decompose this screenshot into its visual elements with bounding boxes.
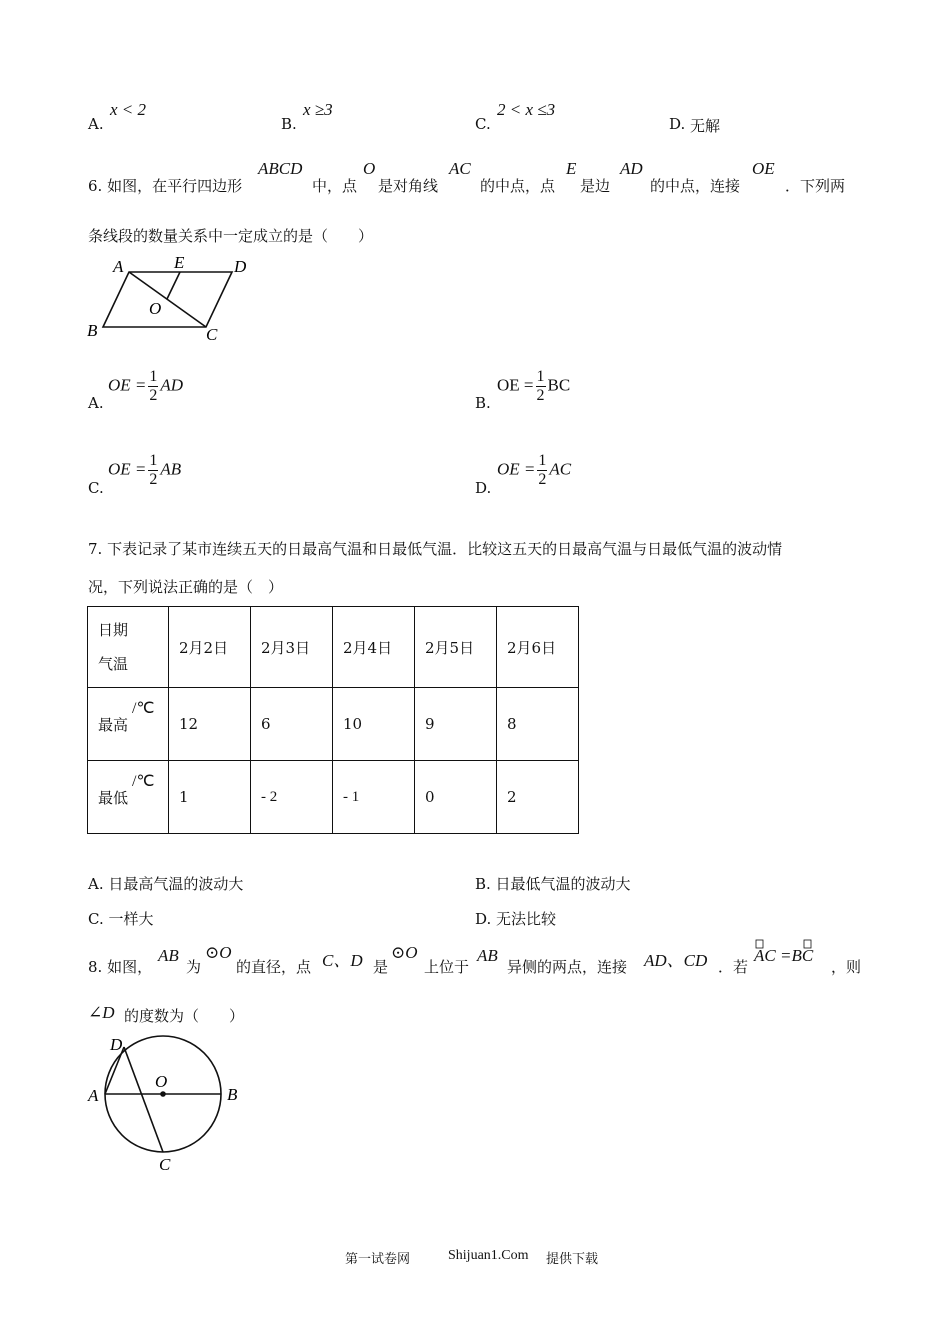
q8-cd: C、D: [322, 951, 363, 970]
q6-stem-part4: 的中点，点: [480, 177, 556, 195]
q8-fig-label-o: O: [155, 1072, 168, 1091]
q7-temperature-table: [87, 606, 579, 834]
q6-o: O: [363, 159, 376, 178]
arc-mark-bc: [804, 940, 811, 948]
arc-mark-ac: [756, 940, 763, 948]
unit-celsius: /℃: [132, 700, 155, 717]
q8-stem-part7: ．若: [718, 958, 749, 976]
q8-fig-label-d: D: [110, 1035, 123, 1054]
table-cell: 12: [169, 688, 251, 761]
q6-diagonal-ac: [129, 272, 206, 327]
table-corner-cell: [88, 607, 169, 688]
q8-angle-d: ∠D: [88, 1003, 115, 1022]
q7-option-b: B. 日最低气温的波动大: [475, 875, 631, 893]
q6-option-d-expr: OE = $\frac{1}{2}$ AC: [497, 452, 572, 488]
q6-stem-line2: 条线段的数量关系中一定成立的是（ ）: [88, 227, 374, 245]
q6-fig-label-a: A: [113, 257, 124, 276]
table-cell: - 1: [333, 761, 415, 834]
date-header-cell: 2月3日: [251, 607, 333, 688]
table-cell: 1: [169, 761, 251, 834]
q6-stem-part2: 中，点: [312, 177, 358, 195]
q8-stem-part6: 异侧的两点，连接: [507, 958, 628, 976]
corner-temp-label: 气温: [98, 655, 129, 673]
table-row: [88, 761, 579, 834]
q5-option-c-label: C.: [475, 115, 491, 133]
q6-fig-label-o: O: [149, 299, 162, 318]
q5-option-b-label: B.: [281, 115, 297, 133]
footer-site-name: 第一试卷网: [345, 1252, 411, 1267]
q6-oe: OE: [752, 159, 775, 178]
q6-option-c-label: C.: [88, 479, 104, 497]
q8-stem-line2: 的度数为（ ）: [124, 1007, 245, 1025]
q6-segment-oe: [167, 272, 180, 299]
q5-option-a-expr: x < 2: [110, 100, 147, 119]
q6-ac: AC: [449, 159, 471, 178]
q7-stem-line1: 7. 下表记录了某市连续五天的日最高气温和日最低气温．比较这五天的日最高气温与日最低气温的波动情: [88, 540, 783, 558]
q5-option-b-expr: x ≥3: [303, 100, 333, 119]
q6-option-a-expr: OE = $\frac{1}{2}$ AD: [108, 368, 184, 404]
q6-abcd: ABCD: [258, 159, 303, 178]
q6-fig-label-e: E: [174, 253, 185, 272]
q8-stem-part4: 是: [373, 958, 389, 976]
q6-fig-label-c: C: [206, 325, 218, 344]
q6-option-c-expr: OE = $\frac{1}{2}$ AB: [108, 452, 182, 488]
table-cell: 8: [497, 688, 579, 761]
q8-fig-label-a: A: [88, 1086, 99, 1105]
row-label-cell: [88, 688, 169, 761]
q5-option-d-text: 无解: [690, 117, 721, 135]
q8-ad-cd: AD、CD: [644, 951, 708, 970]
q6-stem-part5: 是边: [580, 177, 611, 195]
corner-date-label: 日期: [98, 621, 129, 639]
table-cell: 10: [333, 688, 415, 761]
q6-ad: AD: [620, 159, 643, 178]
date-header-cell: 2月5日: [415, 607, 497, 688]
q7-option-d: D. 无法比较: [475, 910, 557, 928]
table-cell: 0: [415, 761, 497, 834]
q6-stem-part3: 是对角线: [378, 177, 439, 195]
q6-fig-label-b: B: [87, 321, 98, 340]
q6-stem-part7: ．下列两: [785, 177, 846, 195]
q6-fig-label-d: D: [234, 257, 247, 276]
date-header-cell: 2月4日: [333, 607, 415, 688]
q8-stem-part2: 为: [186, 958, 202, 976]
q8-circle-o2: ⊙O: [391, 943, 418, 962]
table-row: [88, 688, 579, 761]
q6-parallelogram-figure: [80, 252, 260, 347]
q6-option-b-expr: OE = $\frac{1}{2}$ BC: [497, 368, 571, 404]
q7-option-c: C. 一样大: [88, 910, 154, 928]
q5-option-a-label: A.: [88, 115, 104, 133]
row-label-high: 最高: [98, 715, 129, 734]
q8-center-dot: [160, 1091, 166, 1097]
footer-note: 提供下载: [546, 1252, 599, 1267]
q6-option-d-label: D.: [475, 479, 492, 497]
table-cell: 2: [497, 761, 579, 834]
q8-fig-label-c: C: [159, 1155, 171, 1174]
q5-option-d-label: D.: [669, 115, 686, 133]
table-cell: 9: [415, 688, 497, 761]
date-header-cell: 2月6日: [497, 607, 579, 688]
q6-stem-part1: 6. 如图，在平行四边形: [88, 177, 243, 195]
q6-e: E: [566, 159, 577, 178]
row-label-cell: [88, 761, 169, 834]
q7-stem-line2: 况，下列说法正确的是（ ）: [88, 578, 284, 596]
q8-arc-equation: AC =BC: [754, 946, 814, 965]
q8-stem-part8: ，则: [831, 958, 862, 976]
q8-ab2: AB: [477, 946, 498, 965]
q8-stem-part1: 8. 如图，: [88, 958, 153, 976]
q8-stem-part5: 上位于: [424, 958, 470, 976]
q7-option-a: A. 日最高气温的波动大: [88, 875, 244, 893]
q8-chord-ad: [105, 1047, 124, 1094]
q5-option-c-expr: 2 < x ≤3: [497, 100, 556, 119]
table-row: [88, 607, 579, 688]
table-cell: 6: [251, 688, 333, 761]
q8-circle-o: ⊙O: [205, 943, 232, 962]
table-cell: - 2: [251, 761, 333, 834]
q8-fig-label-b: B: [227, 1085, 238, 1104]
row-label-low: 最低: [98, 788, 129, 807]
date-header-cell: 2月2日: [169, 607, 251, 688]
q8-arc-marks: [754, 938, 834, 950]
q6-stem-part6: 的中点，连接: [650, 177, 741, 195]
unit-celsius: /℃: [132, 773, 155, 790]
q8-circle-figure: [84, 1030, 250, 1178]
q8-ab: AB: [158, 946, 179, 965]
q6-option-b-label: B.: [475, 394, 491, 412]
q6-option-a-label: A.: [88, 394, 104, 412]
footer-domain: Shijuan1.Com: [448, 1248, 529, 1263]
q8-stem-part3: 的直径，点: [236, 958, 312, 976]
q8-chord-cd: [124, 1047, 163, 1152]
